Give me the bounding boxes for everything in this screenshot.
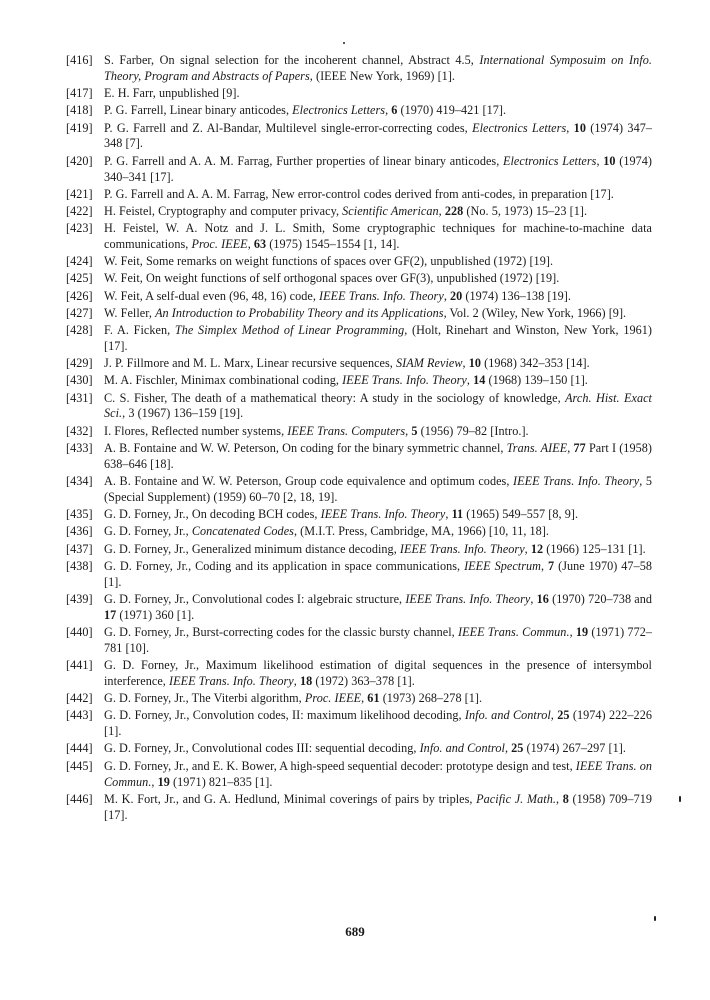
reference-text-run: M. K. Fort, Jr., and G. A. Hedlund, Minimal coverings of pairs by triples, (104, 791, 477, 806)
reference-entry (66, 204, 652, 220)
reference-volume: 63 (253, 237, 267, 252)
reference-volume: 16 (536, 591, 549, 606)
reference-number: [425] (66, 271, 93, 286)
reference-entry (66, 424, 652, 440)
reference-text-run: (1975) 1545–1554 [1, 14]. (266, 237, 400, 252)
reference-text-run: , 3 (1967) 136–159 [19]. (122, 406, 244, 421)
reference-number: [416] (66, 53, 93, 67)
reference-text-run: C. S. Fisher, The death of a mathematical theory: A study in the sociology of knowledge, (104, 390, 566, 405)
reference-entry (66, 103, 652, 119)
reference-text-run: (1971) 360 [1]. (116, 607, 195, 622)
reference-text (104, 154, 652, 184)
page-number: 689 (345, 924, 365, 939)
reference-entry (66, 524, 652, 540)
reference-source-title: IEEE Trans. Info. Theory (399, 541, 525, 556)
reference-text (104, 592, 652, 622)
reference-text-run: Part I (1958) 638–646 [18]. (104, 440, 652, 471)
reference-number: [445] (66, 758, 93, 773)
reference-text-run: (1972) 363–378 [1]. (312, 673, 415, 688)
reference-text-run: (1968) 342–353 [14]. (481, 356, 590, 371)
reference-text (104, 424, 529, 438)
reference-text (104, 53, 652, 83)
reference-text-run: (No. 5, 1973) 15–23 [1]. (463, 203, 588, 218)
reference-volume: 14 (473, 373, 486, 388)
reference-source-title: IEEE Spectrum (464, 558, 542, 573)
reference-number: [436] (66, 524, 93, 539)
reference-text (104, 759, 652, 789)
reference-volume: 25 (557, 708, 570, 723)
reference-volume: 228 (444, 203, 464, 218)
reference-text-run: J. P. Fillmore and M. L. Marx, Linear recursive sequences, (104, 356, 396, 371)
reference-entry (66, 356, 652, 372)
reference-volume: 10 (573, 120, 586, 135)
reference-text-run: (1970) 720–738 and (548, 591, 653, 606)
reference-source-title: Info. and Control (464, 708, 551, 723)
reference-source-title: Concatenated Codes (191, 524, 294, 539)
reference-source-title: Proc. IEEE (191, 237, 248, 252)
reference-text-run: , (361, 691, 368, 706)
reference-text-run: (1974) 340–341 [17]. (104, 153, 653, 184)
reference-source-title: IEEE Trans. Info. Theory (168, 673, 294, 688)
reference-text-run: G. D. Forney, Jr., Convolution codes, II: maximum likelihood decoding, (104, 708, 465, 723)
reference-text (104, 708, 652, 738)
reference-text-run: A. B. Fontaine and W. W. Peterson, On coding for the binary symmetric channel, (104, 440, 507, 455)
reference-number: [442] (66, 691, 93, 706)
reference-text (104, 559, 652, 589)
reference-volume: 7 (548, 558, 555, 573)
reference-text-run: , (443, 288, 451, 303)
reference-text (104, 221, 652, 251)
reference-text-run: W. Feller, (104, 305, 156, 320)
reference-text-run: (1974) 222–226 [1]. (104, 708, 652, 739)
reference-text (104, 121, 652, 151)
reference-number: [428] (66, 323, 93, 338)
reference-volume: 12 (530, 541, 544, 556)
reference-entry (66, 507, 652, 523)
reference-volume: 8 (562, 791, 569, 806)
reference-entry (66, 441, 652, 473)
reference-text-run: , (566, 120, 574, 135)
reference-entry (66, 708, 652, 740)
reference-text-run: P. G. Farrell and A. A. M. Farrag, New error-control codes derived from anti-codes, in preparation [17]. (104, 186, 614, 201)
reference-entry (66, 221, 652, 253)
reference-source-title: An Introduction to Probability Theory and its Applications (155, 305, 444, 320)
reference-text-run: (1970) 419–421 [17]. (397, 103, 507, 118)
reference-number: [437] (66, 541, 93, 556)
reference-text (104, 792, 652, 822)
reference-text-run: (1971) 821–835 [1]. (169, 774, 273, 789)
reference-text-run: , (462, 356, 469, 371)
reference-entry (66, 391, 652, 423)
reference-text-run: , (405, 423, 412, 438)
reference-text-run: , (M.I.T. Press, Cambridge, MA, 1966) [10, 11, 18]. (293, 524, 550, 539)
reference-source-title: The Simplex Method of Linear Programming (174, 323, 405, 338)
reference-number: [443] (66, 708, 93, 723)
reference-text (104, 254, 553, 268)
reference-entry (66, 121, 652, 153)
reference-entry (66, 323, 652, 355)
reference-text (104, 507, 578, 521)
reference-source-title: IEEE Trans. Info. Theory (405, 591, 531, 606)
reference-entry (66, 187, 652, 203)
reference-number: [438] (66, 558, 93, 573)
reference-text-run: P. G. Farrell, Linear binary anticodes, (104, 103, 293, 118)
reference-number: [421] (66, 186, 93, 201)
reference-volume: 10 (468, 356, 482, 371)
reference-list (66, 53, 652, 824)
reference-source-title: International Symposuim on Info. Theory, Program and Abstracts of Papers (104, 53, 652, 83)
reference-text-run: G. D. Forney, Jr., On decoding BCH codes, (104, 507, 321, 522)
reference-volume: 18 (299, 673, 313, 688)
reference-source-title: Scientific American, (342, 203, 442, 218)
reference-volume: 20 (450, 288, 463, 303)
reference-text-run: , (IEEE New York, 1969) [1]. (309, 68, 456, 83)
reference-number: [418] (66, 103, 93, 118)
reference-text-run: (1974) 136–138 [19]. (462, 288, 572, 303)
reference-text (104, 373, 588, 387)
reference-text-run: I. Flores, Reflected number systems, (104, 423, 288, 438)
reference-entry (66, 759, 652, 791)
reference-text-run: (1966) 125–131 [1]. (543, 541, 646, 556)
scan-speck (343, 42, 345, 44)
reference-text-run: G. D. Forney, Jr., Convolutional codes III: sequential decoding, (104, 741, 420, 756)
reference-number: [439] (66, 591, 93, 606)
reference-number: [427] (66, 305, 93, 320)
reference-text-run: , (567, 440, 574, 455)
reference-text-run: , 5 (Special Supplement) (1959) 60–70 [2, 18, 19]. (104, 474, 652, 504)
reference-source-title: IEEE Trans. Info. Theory (342, 373, 467, 388)
scan-speck (679, 796, 681, 802)
reference-source-title: IEEE Trans. Info. Theory (513, 474, 640, 488)
reference-entry (66, 691, 652, 707)
reference-text-run: G. D. Forney, Jr., and E. K. Bower, A high-speed sequential decoder: prototype design and test, (104, 758, 576, 773)
reference-entry (66, 53, 652, 85)
reference-text (104, 524, 549, 538)
reference-text-run: , (524, 541, 531, 556)
reference-volume: 5 (411, 423, 418, 438)
reference-text-run: , Vol. 2 (Wiley, New York, 1966) [9]. (443, 305, 627, 320)
reference-number: [423] (66, 221, 93, 236)
reference-text-run: G. D. Forney, Jr., The Viterbi algorithm, (104, 691, 305, 706)
reference-number: [441] (66, 658, 93, 673)
reference-source-title: Electronics Letters (502, 153, 597, 168)
reference-text (104, 86, 240, 100)
reference-text (104, 306, 626, 320)
reference-text (104, 542, 646, 556)
reference-source-title: IEEE Trans. Info. Theory (320, 507, 446, 522)
reference-text-run: P. G. Farrell and A. A. M. Farrag, Further properties of linear binary anticodes, (104, 153, 503, 168)
reference-text-run: , (466, 373, 474, 388)
reference-volume: 61 (367, 691, 380, 706)
reference-number: [424] (66, 254, 93, 269)
reference-number: [446] (66, 791, 93, 806)
reference-entry (66, 306, 652, 322)
reference-source-title: Trans. AIEE (506, 440, 568, 455)
reference-text-run: P. G. Farrell and Z. Al-Bandar, Multilevel single-error-correcting codes, (104, 120, 473, 135)
reference-text-run: , (Holt, Rinehart and Winston, New York, 1961) [17]. (104, 323, 652, 353)
reference-entry (66, 559, 652, 591)
reference-volume: 6 (391, 103, 398, 118)
reference-number: [419] (66, 120, 93, 135)
reference-text-run: , (550, 708, 558, 723)
reference-text-run: , (385, 103, 392, 118)
reference-entry (66, 154, 652, 186)
reference-text-run: , (504, 741, 512, 756)
reference-text (104, 356, 590, 370)
reference-text (104, 271, 559, 285)
reference-text-run: H. Feistel, W. A. Notz and J. L. Smith, Some cryptographic techniques for machine-to-machine data communications, (104, 221, 652, 252)
reference-text-run: G. D. Forney, Jr., Coding and its application in space communications, (104, 558, 465, 573)
reference-number: [433] (66, 440, 93, 455)
reference-source-title: Proc. IEEE (304, 691, 362, 706)
reference-text (104, 625, 652, 655)
reference-number: [435] (66, 507, 93, 522)
reference-text-run: G. D. Forney, Jr., Burst-correcting codes for the classic bursty channel, (104, 624, 458, 639)
reference-entry (66, 592, 652, 624)
reference-text-run: H. Feistel, Cryptography and computer privacy, (104, 203, 343, 218)
reference-text (104, 204, 587, 218)
reference-volume: 11 (451, 507, 464, 522)
reference-text-run: , (151, 774, 158, 789)
reference-number: [429] (66, 356, 93, 371)
reference-entry (66, 86, 652, 102)
reference-number: [444] (66, 741, 93, 756)
reference-source-title: IEEE Trans. Computers (287, 423, 406, 438)
reference-text-run: (1971) 772–781 [10]. (104, 624, 653, 655)
reference-text-run: (1974) 267–297 [1]. (523, 741, 626, 756)
reference-text-run: (1965) 549–557 [8, 9]. (463, 507, 579, 522)
reference-text-run: , (541, 558, 549, 573)
reference-text-run: W. Feit, A self-dual even (96, 48, 16) code, (104, 288, 320, 303)
reference-number: [432] (66, 423, 93, 438)
reference-text-run: W. Feit, Some remarks on weight functions of spaces over GF(2), unpublished (1972) [19]. (104, 254, 554, 269)
reference-source-title: Electronics Letters (472, 120, 567, 135)
reference-number: [426] (66, 288, 93, 303)
reference-entry (66, 658, 652, 690)
reference-text-run: (1968) 139–150 [1]. (485, 373, 588, 388)
reference-text (104, 391, 652, 421)
reference-text-run: , (569, 624, 576, 639)
reference-source-title: Info. and Control (419, 741, 505, 756)
reference-volume: 19 (575, 624, 589, 639)
reference-text-run: (1956) 79–82 [Intro.]. (417, 423, 529, 438)
reference-entry (66, 289, 652, 305)
reference-text-run: S. Farber, On signal selection for the incoherent channel, Abstract 4.5, (104, 53, 480, 67)
reference-text-run: G. D. Forney, Jr., Convolutional codes I: algebraic structure, (104, 591, 406, 606)
reference-text-run: (1973) 268–278 [1]. (379, 691, 483, 706)
reference-text-run: (1974) 347–348 [7]. (104, 120, 652, 151)
reference-entry (66, 254, 652, 270)
reference-text-run: G. D. Forney, Jr., Generalized minimum distance decoding, (104, 541, 400, 556)
reference-source-title: IEEE Trans. Commun. (457, 624, 570, 639)
reference-text (104, 441, 652, 471)
reference-source-title: IEEE Trans. on Commun. (104, 758, 652, 789)
reference-text-run: G. D. Forney, Jr., Maximum likelihood estimation of digital sequences in the presence of intersymbol interference, (104, 658, 652, 688)
reference-entry (66, 373, 652, 389)
reference-volume: 25 (511, 741, 524, 756)
reference-text (104, 658, 652, 688)
reference-text-run: , (596, 153, 604, 168)
reference-text-run: , (555, 791, 563, 806)
reference-text-run: M. A. Fischler, Minimax combinational coding, (104, 373, 343, 388)
reference-text-run: , (445, 507, 452, 522)
reference-text-run: G. D. Forney, Jr., (104, 524, 192, 539)
reference-text-run: (1958) 709–719 [17]. (104, 791, 652, 822)
reference-entry (66, 474, 652, 506)
reference-volume: 10 (603, 153, 616, 168)
reference-source-title: IEEE Trans. Info. Theory (319, 288, 444, 303)
reference-volume: 77 (573, 440, 586, 455)
reference-entry (66, 792, 652, 824)
reference-number: [420] (66, 153, 93, 168)
reference-volume: 19 (157, 774, 170, 789)
reference-number: [431] (66, 390, 93, 405)
reference-number: [430] (66, 373, 93, 388)
reference-source-title: Arch. Hist. Exact Sci. (104, 390, 652, 421)
reference-text-run: W. Feit, On weight functions of self orthogonal spaces over GF(3), unpublished (1972) [19]. (104, 271, 560, 286)
reference-entry (66, 625, 652, 657)
reference-text-run: E. H. Farr, unpublished [9]. (104, 86, 240, 101)
reference-text (104, 474, 652, 504)
reference-volume: 17 (104, 607, 117, 622)
reference-number: [440] (66, 624, 93, 639)
reference-text (104, 289, 571, 303)
reference-number: [417] (66, 86, 93, 101)
reference-text-run: , (247, 237, 254, 252)
reference-text-run: , (293, 673, 300, 688)
reference-source-title: SIAM Review (396, 356, 463, 371)
reference-entry (66, 741, 652, 757)
reference-text (104, 187, 614, 201)
reference-text (104, 323, 652, 353)
reference-text (104, 103, 506, 117)
reference-text (104, 741, 626, 755)
reference-text-run: , (530, 591, 537, 606)
reference-entry (66, 542, 652, 558)
scan-speck (654, 916, 656, 921)
reference-text-run: F. A. Ficken, (104, 323, 175, 338)
reference-number: [422] (66, 203, 93, 218)
reference-text-run: (June 1970) 47–58 [1]. (104, 558, 652, 589)
reference-source-title: Pacific J. Math. (476, 791, 556, 806)
reference-source-title: Electronics Letters (292, 103, 386, 118)
reference-entry (66, 271, 652, 287)
reference-text (104, 691, 482, 705)
reference-number: [434] (66, 474, 93, 488)
reference-text-run: A. B. Fontaine and W. W. Peterson, Group code equivalence and optimum codes, (104, 474, 514, 488)
